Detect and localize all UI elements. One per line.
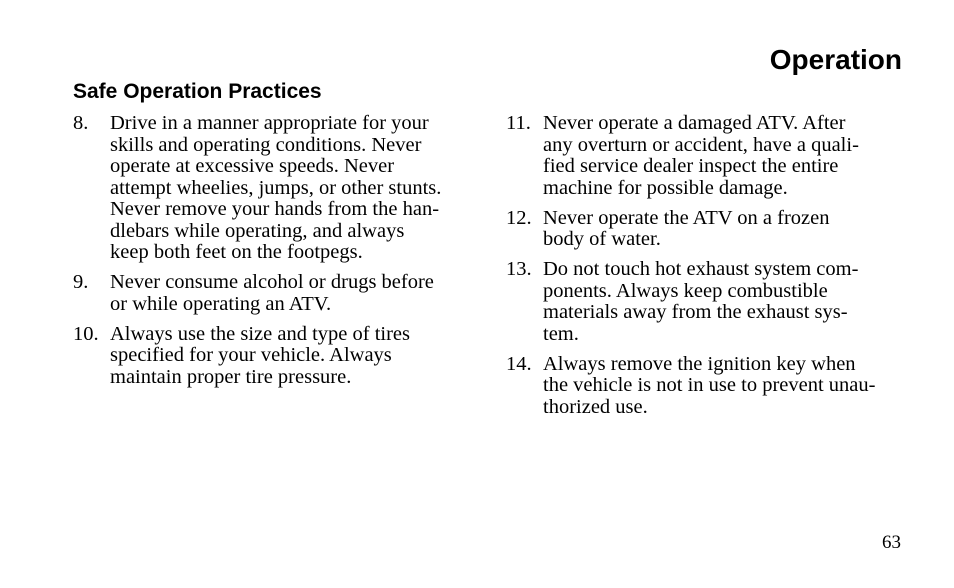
list-item-9 (73, 272, 473, 315)
item-text-line: skills and operating conditions. Never (110, 133, 422, 156)
list-item-13 (506, 259, 906, 345)
item-text-line: materials away from the exhaust sys- (543, 301, 848, 323)
item-number: 11. (506, 112, 531, 134)
item-text-line: fied service dealer inspect the entire (543, 155, 839, 177)
item-text-line: maintain proper tire pressure. (110, 365, 352, 388)
item-number: 10. (73, 322, 99, 345)
item-text-line: Do not touch hot exhaust system com- (543, 258, 859, 280)
item-text-line: dlebars while operating, and always (110, 219, 405, 242)
item-number: 9. (73, 271, 89, 293)
item-text-line: Drive in a manner appropriate for your (110, 112, 429, 134)
item-text-line: any overturn or accident, have a quali- (543, 133, 859, 156)
item-text-line: Never remove your hands from the han- (110, 198, 440, 220)
list-item-14 (506, 354, 906, 419)
right-column-list (506, 113, 906, 427)
item-text-line: the vehicle is not in use to prevent unau- (543, 374, 876, 396)
item-text-line: Never operate a damaged ATV. After (543, 112, 846, 134)
item-text-line: keep both feet on the footpegs. (110, 241, 363, 263)
list-item-10 (73, 324, 473, 389)
section-title: Safe Operation Practices (73, 80, 322, 103)
left-column-list (73, 113, 473, 397)
item-text-line: tem. (543, 322, 579, 345)
item-number: 13. (506, 258, 532, 280)
item-number: 14. (506, 352, 532, 375)
item-text-line: body of water. (543, 228, 661, 250)
item-text-line: Never consume alcohol or drugs before (110, 271, 434, 293)
item-text-line: specified for your vehicle. Always (110, 344, 392, 366)
page-number: 63 (882, 532, 901, 553)
list-item-8 (73, 113, 473, 264)
item-text-line: operate at excessive speeds. Never (110, 155, 395, 177)
item-text-line: Never operate the ATV on a frozen (543, 206, 830, 229)
item-text-line: machine for possible damage. (543, 176, 788, 199)
item-text-line: Always remove the ignition key when (543, 352, 856, 375)
list-item-11 (506, 113, 906, 199)
item-text-line: attempt wheelies, jumps, or other stunts. (110, 176, 442, 199)
item-text-line: thorized use. (543, 395, 648, 418)
item-number: 8. (73, 112, 89, 134)
item-text-line: or while operating an ATV. (110, 292, 332, 315)
item-text-line: Always use the size and type of tires (110, 322, 411, 345)
item-number: 12. (506, 206, 532, 229)
page-title: Operation (769, 44, 902, 75)
item-text-line: ponents. Always keep combustible (543, 279, 828, 302)
list-item-12 (506, 208, 906, 251)
